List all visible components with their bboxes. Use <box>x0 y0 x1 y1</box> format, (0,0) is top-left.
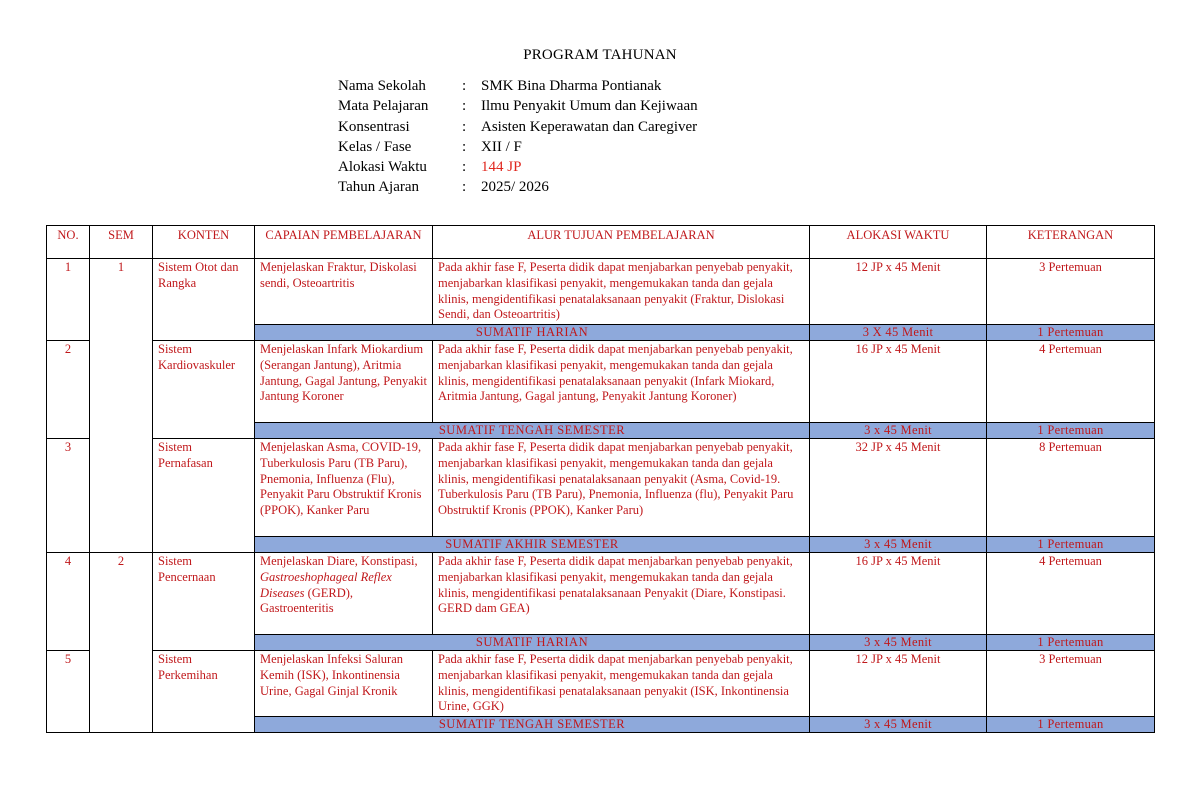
row-alokasi: 12 JP x 45 Menit <box>810 259 987 325</box>
info-label: Mata Pelajaran <box>338 98 429 115</box>
row-konten: Sistem Pernafasan <box>153 439 255 553</box>
info-label: Nama Sekolah <box>338 78 426 94</box>
info-row-concentration <box>338 117 698 137</box>
info-label: Alokasi Waktu <box>338 159 427 176</box>
row-keterangan: 3 Pertemuan <box>987 259 1155 325</box>
info-value: 2025/ 2026 <box>481 179 549 196</box>
program-table <box>46 225 1155 733</box>
summary-keterangan: 1 Pertemuan <box>987 717 1155 733</box>
info-separator: : <box>462 159 467 176</box>
row-alokasi: 16 JP x 45 Menit <box>810 341 987 423</box>
summary-alokasi: 3 x 45 Menit <box>810 537 987 553</box>
row-no: 3 <box>47 439 90 553</box>
info-separator: : <box>462 138 467 155</box>
table-row <box>47 259 1155 325</box>
info-value: Ilmu Penyakit Umum dan Kejiwaan <box>481 98 698 115</box>
header-capaian: CAPAIAN PEMBELAJARAN <box>255 226 433 259</box>
row-capaian: Menjelaskan Fraktur, Diskolasi sendi, Osteoartritis <box>255 259 433 325</box>
row-capaian: Menjelaskan Asma, COVID-19, Tuberkulosis Paru (TB Paru), Pnemonia, Influenza (Flu), Penyakit Paru Obstruktif Kronis (PPOK), Kanker Paru <box>255 439 433 537</box>
info-label: Kelas / Fase <box>338 138 412 155</box>
info-row-school <box>338 76 698 96</box>
summary-alokasi: 3 X 45 Menit <box>810 325 987 341</box>
summary-label: SUMATIF TENGAH SEMESTER <box>255 717 810 733</box>
summary-keterangan: 1 Pertemuan <box>987 423 1155 439</box>
row-no: 4 <box>47 553 90 651</box>
info-separator: : <box>462 98 467 115</box>
info-separator: : <box>462 118 467 135</box>
header-keterangan: KETERANGAN <box>987 226 1155 259</box>
row-alur: Pada akhir fase F, Peserta didik dapat menjabarkan penyebab penyakit, menjabarkan klasifikasi penyakit, mengemukakan tanda dan gejala klinis, mengidentifikasi penatalaksanaan penyakit (Infark Miokard, Aritmia Jantung, Gagal jantung, Penyakit Jantung Koroner) <box>433 341 810 423</box>
row-capaian: Menjelaskan Infark Miokardium (Serangan Jantung), Aritmia Jantung, Gagal Jantung, Penyakit Jantung Koroner <box>255 341 433 423</box>
summary-keterangan: 1 Pertemuan <box>987 325 1155 341</box>
table-row <box>47 651 1155 717</box>
row-konten: Sistem Kardiovaskuler <box>153 341 255 439</box>
school-info <box>338 76 698 198</box>
info-value: Asisten Keperawatan dan Caregiver <box>481 118 698 135</box>
row-keterangan: 4 Pertemuan <box>987 553 1155 635</box>
row-alur: Pada akhir fase F, Peserta didik dapat menjabarkan penyebab penyakit, menjabarkan klasifikasi penyakit, mengemukakan tanda dan gejala klinis, mengidentifikasi penatalaksanaan penyakit (Fraktur, Dislokasi Sendi, dan Osteoartritis) <box>433 259 810 325</box>
row-keterangan: 4 Pertemuan <box>987 341 1155 423</box>
row-alokasi: 16 JP x 45 Menit <box>810 553 987 635</box>
header-alokasi: ALOKASI WAKTU <box>810 226 987 259</box>
table-header-row <box>47 226 1155 259</box>
summary-keterangan: 1 Pertemuan <box>987 635 1155 651</box>
summary-alokasi: 3 x 45 Menit <box>810 423 987 439</box>
row-konten: Sistem Perkemihan <box>153 651 255 733</box>
page-title: PROGRAM TAHUNAN <box>523 47 677 63</box>
info-label: Tahun Ajaran <box>338 179 420 196</box>
info-value: XII / F <box>481 138 522 155</box>
summary-label: SUMATIF TENGAH SEMESTER <box>255 423 810 439</box>
table-row <box>47 439 1155 537</box>
info-separator: : <box>462 78 467 94</box>
summary-label: SUMATIF HARIAN <box>255 635 810 651</box>
info-value-highlight: 144 JP <box>481 159 522 176</box>
summary-keterangan: 1 Pertemuan <box>987 537 1155 553</box>
header-konten: KONTEN <box>153 226 255 259</box>
info-label: Konsentrasi <box>338 118 410 135</box>
capaian-italic-text: Gastroeshophageal Reflex Diseases <box>260 569 392 600</box>
header-no: NO. <box>47 226 90 259</box>
summary-alokasi: 3 x 45 Menit <box>810 635 987 651</box>
row-capaian <box>255 553 433 635</box>
info-row-class <box>338 137 698 157</box>
row-no: 2 <box>47 341 90 439</box>
row-sem: 2 <box>90 553 153 733</box>
info-row-academic-year <box>338 177 698 197</box>
row-no: 1 <box>47 259 90 341</box>
row-alokasi: 12 JP x 45 Menit <box>810 651 987 717</box>
capaian-text: (GERD), Gastroenteritis <box>260 585 354 616</box>
row-alur: Pada akhir fase F, Peserta didik dapat menjabarkan penyebab penyakit, menjabarkan klasifikasi penyakit, mengemukakan tanda dan gejala klinis, mengidentifikasi penatalaksanaan penyakit (Asma, Covid-19. Tuberkulosis Paru (TB Paru), Pnemonia, Influenza (flu), Penyakit Paru Obstruktif Kronis (PPOK), Kanker Paru) <box>433 439 810 537</box>
row-alokasi: 32 JP x 45 Menit <box>810 439 987 537</box>
row-capaian: Menjelaskan Infeksi Saluran Kemih (ISK), Inkontinensia Urine, Gagal Ginjal Kronik <box>255 651 433 717</box>
info-value: SMK Bina Dharma Pontianak <box>481 78 662 94</box>
summary-label: SUMATIF AKHIR SEMESTER <box>255 537 810 553</box>
row-konten: Sistem Otot dan Rangka <box>153 259 255 341</box>
summary-label: SUMATIF HARIAN <box>255 325 810 341</box>
info-row-subject <box>338 96 698 116</box>
info-separator: : <box>462 179 467 196</box>
row-keterangan: 8 Pertemuan <box>987 439 1155 537</box>
row-alur: Pada akhir fase F, Peserta didik dapat menjabarkan penyebab penyakit, menjabarkan klasifikasi penyakit, mengemukakan tanda dan gejala klinis, mengidentifikasi penatalaksanaan Penyakit (Diare, Konstipasi. GERD dam GEA) <box>433 553 810 635</box>
row-konten: Sistem Pencernaan <box>153 553 255 651</box>
row-sem: 1 <box>90 259 153 553</box>
capaian-text: Menjelaskan Diare, Konstipasi, <box>260 554 418 568</box>
header-sem: SEM <box>90 226 153 259</box>
header-alur: ALUR TUJUAN PEMBELAJARAN <box>433 226 810 259</box>
row-keterangan: 3 Pertemuan <box>987 651 1155 717</box>
row-alur: Pada akhir fase F, Peserta didik dapat menjabarkan penyebab penyakit, menjabarkan klasifikasi penyakit, mengemukakan tanda dan gejala klinis, mengidentifikasi penatalaksanaan penyakit (ISK, Inkontinensia Urine, GGK) <box>433 651 810 717</box>
table-row <box>47 341 1155 423</box>
table-row <box>47 553 1155 635</box>
row-no: 5 <box>47 651 90 733</box>
summary-alokasi: 3 x 45 Menit <box>810 717 987 733</box>
info-row-time-allocation <box>338 157 698 177</box>
